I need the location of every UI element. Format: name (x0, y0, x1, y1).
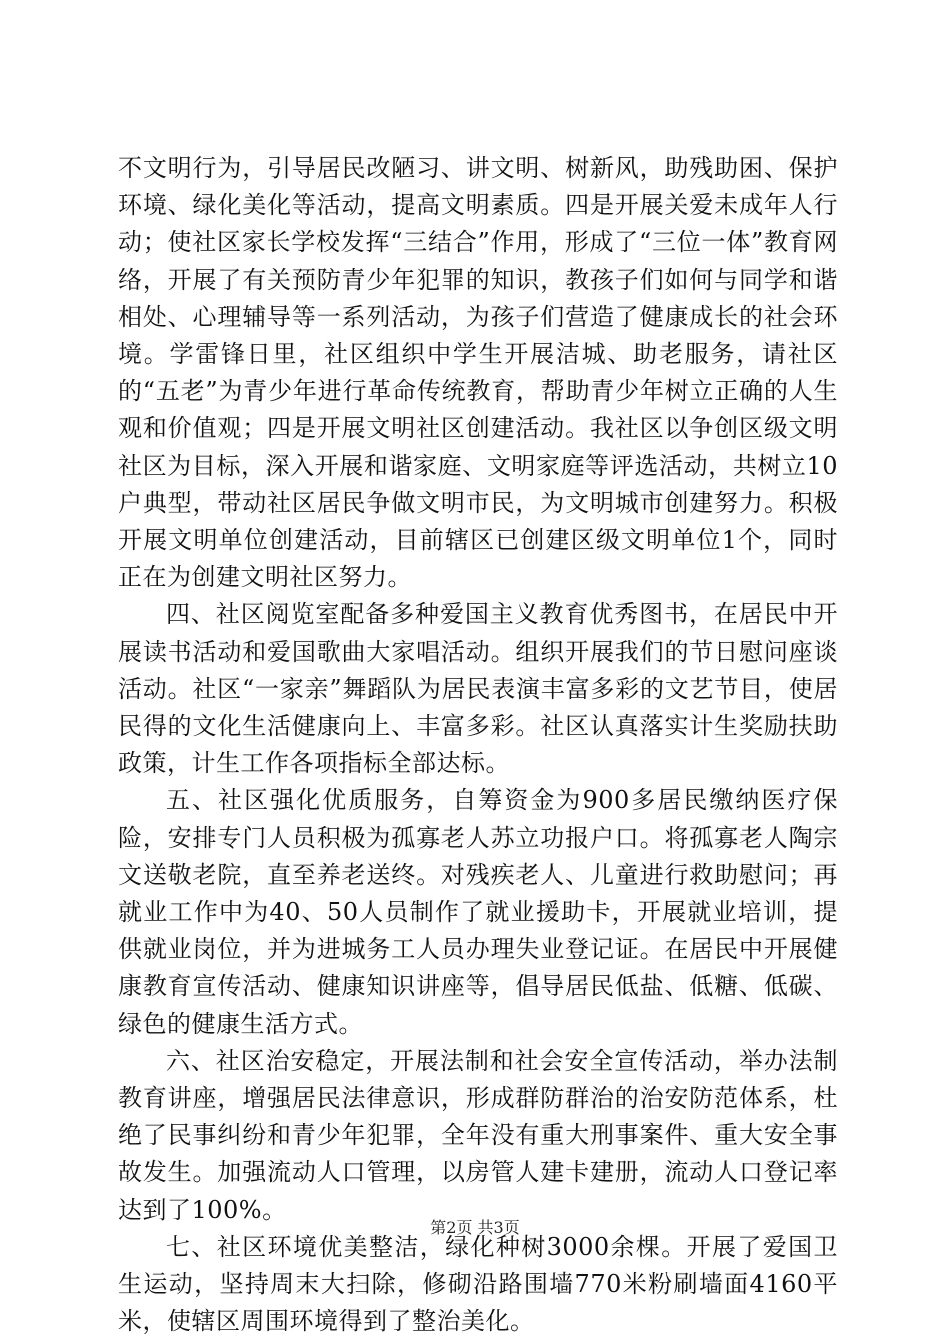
paragraph-section-seven: 七、社区环境优美整洁，绿化种树3000余棵。开展了爱国卫生运动，坚持周末大扫除，修砌沿路围墙770米粉刷墙面4160平米，使辖区周围环境得到了整治美化。 (118, 1232, 838, 1336)
paragraph-section-six: 六、社区治安稳定，开展法制和社会安全宣传活动，举办法制教育讲座，增强居民法律意识，形成群防群治的治安防范体系，杜绝了民事纠纷和青少年犯罪，全年没有重大刑事案件、重大安全事故发生。加强流动人口管理，以房管人建卡建册，流动人口登记率达到了100%。 (118, 1046, 838, 1224)
paragraph-section-four: 四、社区阅览室配备多种爱国主义教育优秀图书，在居民中开展读书活动和爱国歌曲大家唱活动。组织开展我们的节日慰问座谈活动。社区“一家亲”舞蹈队为居民表演丰富多彩的文艺节目，使居民得的文化生活健康向上、丰富多彩。社区认真落实计生奖励扶助政策，计生工作各项指标全部达标。 (118, 600, 838, 778)
paragraph-section-five: 五、社区强化优质服务，自筹资金为900多居民缴纳医疗保险，安排专门人员积极为孤寡老人苏立功报户口。将孤寡老人陶宗文送敬老院，直至养老送终。对残疾老人、儿童进行救助慰问；再就业工作中为40、50人员制作了就业援助卡，开展就业培训，提供就业岗位，并为进城务工人员办理失业登记证。在居民中开展健康教育宣传活动、健康知识讲座等，倡导居民低盐、低糖、低碳、绿色的健康生活方式。 (118, 786, 838, 1038)
paragraph-continuation: 不文明行为，引导居民改陋习、讲文明、树新风，助残助困、保护环境、绿化美化等活动，提高文明素质。四是开展关爱未成年人行动；使社区家长学校发挥“三结合”作用，形成了“三位一体”教育网络，开展了有关预防青少年犯罪的知识，教孩子们如何与同学和谐相处、心理辅导等一系列活动，为孩子们营造了健康成长的社会环境。学雷锋日里，社区组织中学生开展洁城、助老服务，请社区的“五老”为青少年进行革命传统教育，帮助青少年树立正确的人生观和价值观；四是开展文明社区创建活动。我社区以争创区级文明社区为目标，深入开展和谐家庭、文明家庭等评选活动，共树立10户典型，带动社区居民争做文明市民，为文明城市创建努力。积极开展文明单位创建活动，目前辖区已创建区级文明单位1个，同时正在为创建文明社区努力。 (118, 154, 838, 592)
page-footer: 第2页 共3页 (430, 1218, 520, 1237)
document-body (118, 150, 838, 1341)
